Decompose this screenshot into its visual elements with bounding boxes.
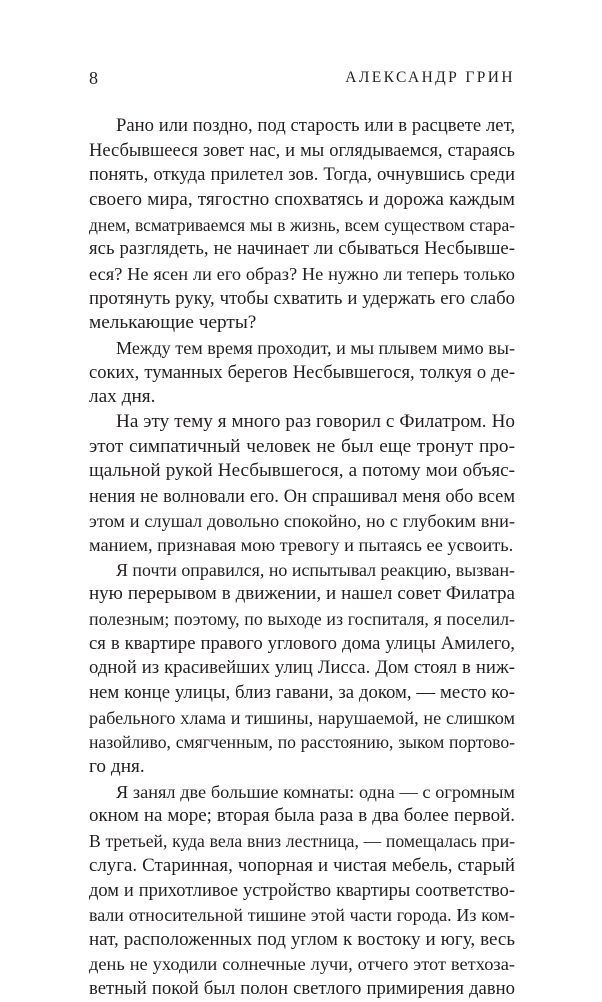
text-line: еся? Не ясен ли его образ? Не нужно ли теперь только bbox=[89, 263, 515, 284]
text-line: нат, расположенных под углом к востоку и югу, весь bbox=[89, 928, 515, 950]
text-line: щальной рукой Несбывшегося, а потому мои объяс- bbox=[89, 460, 515, 482]
text-line: Я почти оправился, но испытывал реакцию, вызван- bbox=[116, 559, 515, 580]
text-line: го дня. bbox=[89, 756, 145, 778]
text-line: Между тем время проходит, и мы плывем мимо вы- bbox=[116, 337, 515, 358]
text-line: этот симпатичный человек не был еще тронут про- bbox=[89, 435, 515, 457]
text-line: нем конце улицы, близ гавани, за доком, — место ко- bbox=[89, 682, 515, 704]
text-line: окном на море; вторая была раза в два более первой. bbox=[89, 805, 515, 827]
text-line: ветный покой был полон светлого примирения давно bbox=[89, 977, 515, 999]
text-line: В третьей, куда вела вниз лестница, — помещалась при- bbox=[89, 831, 515, 852]
text-line: рабельного хлама и тишины, нарушаемой, не слишком bbox=[89, 707, 515, 728]
text-line: Несбывшееся зовет нас, и мы оглядываемся, стараясь bbox=[89, 140, 515, 161]
text-line: манием, признавая мою тревогу и пытаясь ее усвоить. bbox=[89, 535, 514, 556]
text-line: дом и прихотливое устройство квартиры соответство- bbox=[89, 880, 515, 901]
text-line: нения не волновали его. Он спрашивал меня обо всем bbox=[89, 485, 515, 506]
text-line: протянуть руку, чтобы схватить и удержать его слабо bbox=[89, 287, 515, 309]
text-line: мелькающие черты? bbox=[89, 312, 257, 334]
text-line: На эту тему я много раз говорил с Филатром. Но bbox=[116, 410, 515, 432]
text-line: соких, туманных берегов Несбывшегося, толкуя о де- bbox=[89, 361, 515, 383]
text-line: ся в квартире правого углового дома улицы Амилего, bbox=[89, 632, 515, 654]
text-line: днем, всматриваемся мы в жизнь, всем существом стара- bbox=[89, 214, 515, 235]
page-number: 8 bbox=[89, 68, 98, 88]
text-line: ясь разглядеть, не начинает ли сбываться Несбывше- bbox=[89, 238, 515, 260]
text-line: назойливо, смягченным, по расстоянию, зыком портово- bbox=[89, 732, 515, 753]
text-line: этом и слушал довольно спокойно, но с глубоким вни- bbox=[89, 510, 515, 531]
text-line: лах дня. bbox=[89, 386, 156, 408]
text-line: полезным; поэтому, по выходе из госпиталя, я поселил- bbox=[89, 609, 515, 630]
text-line: своего мира, тягостно спохватясь и дорожа каждым bbox=[89, 188, 515, 210]
text-line: Я занял две большие комнаты: одна — с огромным bbox=[116, 781, 515, 802]
text-line: одной из красивейших улиц Лисса. Дом стоял в ниж- bbox=[89, 657, 515, 679]
text-line: ную перерывом в движении, и нашел совет Филатра bbox=[89, 583, 515, 605]
text-line: понять, откуда прилетел зов. Тогда, очнувшись среди bbox=[89, 164, 515, 186]
text-line: вали относительной тишине этой части города. Из ком- bbox=[89, 905, 515, 925]
text-line: день не уходили солнечные лучи, отчего этот ветхоза- bbox=[89, 954, 515, 975]
text-line: слуга. Старинная, чопорная и чистая мебель, старый bbox=[89, 854, 515, 876]
running-title: АЛЕКСАНДР ГРИН bbox=[345, 69, 515, 86]
text-line: Рано или поздно, под старость или в расцвете лет, bbox=[116, 115, 515, 136]
running-head bbox=[89, 66, 515, 90]
body-text bbox=[89, 114, 515, 1002]
